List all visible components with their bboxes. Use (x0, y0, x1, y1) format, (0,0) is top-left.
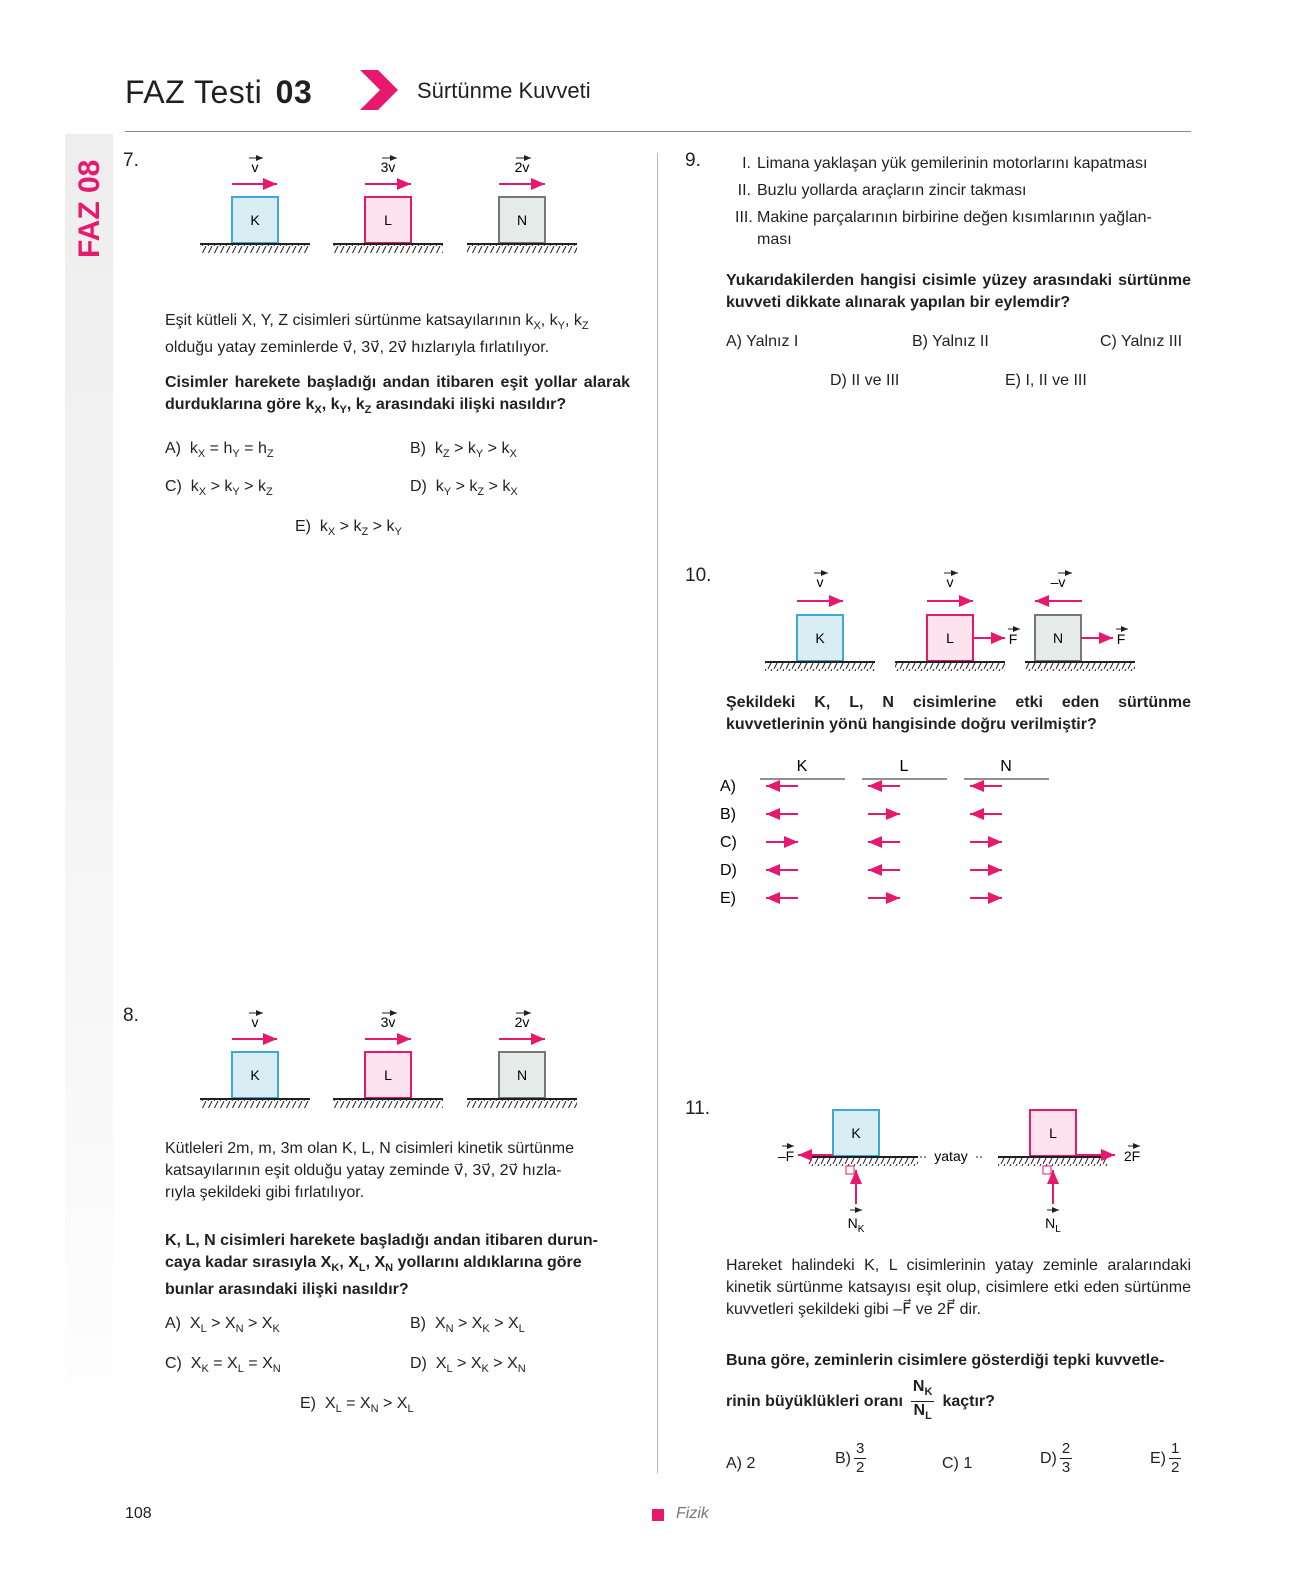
q10-v-label-k: v (816, 574, 824, 590)
q9-item-2: II. Buzlu yollarda araçların zincir takması (737, 182, 1027, 199)
q10-hatch-n (1025, 663, 1135, 671)
side-tab-label (68, 150, 112, 260)
q11-option-a[interactable]: A) 2 (726, 1455, 756, 1472)
q9-option-a[interactable]: A) Yalnız I (726, 333, 799, 350)
q8-option-a[interactable]: A) $X_L > X_N > X_K$ (165, 1315, 280, 1336)
q10-header-n: N (1000, 758, 1012, 775)
q11-option-c[interactable]: C) 1 (942, 1455, 973, 1472)
chevron-right-icon (358, 68, 400, 112)
title-number: 03 (275, 74, 313, 110)
q10-v-label-l: v (946, 574, 954, 590)
q7-hatch-l (333, 245, 443, 253)
q10-row-label[interactable]: C) (720, 834, 737, 851)
column-divider (657, 153, 658, 1473)
q9-item-1: I. Limana yaklaşan yük gemilerinin motorlarını kapatması (742, 155, 1148, 172)
q8-hatch-n (467, 1100, 577, 1108)
q11-statement: Hareket halindeki K, L cisimlerinin yatay zeminle aralarındaki kinetik sürtünme katsayısı eşit olup, cisimlere etki eden sürtünme kuvvetleri şekildeki gibi –F⃗ ve 2F⃗ dir. (726, 1257, 1192, 1318)
q7-box-n-label: N (516, 212, 528, 228)
q10-answer-table (720, 755, 1070, 930)
q9-option-c[interactable]: C) Yalnız III (1100, 333, 1183, 350)
q11-ratio-fraction: $N_K$ $N_L$ (912, 1378, 933, 1423)
q8-figure (195, 1005, 595, 1115)
q7-option-e[interactable]: E) $k_X > k_Z > k_Y$ (295, 518, 402, 539)
q10-figure (755, 565, 1155, 675)
q7-v-label-k: v (251, 159, 259, 175)
q8-box-l-label: L (384, 1067, 392, 1083)
q8-option-e[interactable]: E) $X_L = X_N > X_L$ (300, 1395, 414, 1416)
q9-option-b[interactable]: B) Yalnız II (912, 333, 989, 350)
side-strip (65, 134, 113, 1474)
q11-nl-label: $N_L$ (1045, 1215, 1061, 1235)
page-title (125, 74, 312, 111)
q11-question (726, 1350, 1191, 1425)
q10-force-label-n: F (1116, 631, 1126, 647)
question-10-number: 10. (685, 565, 712, 586)
q8-v-label-k: v (251, 1014, 259, 1030)
q10-header-k: K (796, 758, 808, 775)
q7-question: Cisimler harekete başladığı andan itibaren eşit yollar alarak durduklarına göre $k_X$, $k_Y$, $k_Z$ arasındaki ilişki nasıldır? (165, 374, 630, 417)
side-tab-text: FAZ 08 (73, 159, 106, 258)
q11-figure (760, 1100, 1160, 1240)
q8-statement: Kütleleri 2m, m, 3m olan K, L, N cisimleri kinetik sürtünme katsayılarının eşit olduğu yatay zeminde v⃗, 3v⃗, 2v⃗ hızla- rıyla şekildeki gibi fırlatılıyor. (165, 1140, 575, 1201)
q11-right-angle-k (846, 1166, 854, 1174)
q8-hatch-l (333, 1100, 443, 1108)
question-8-number: 8. (123, 1005, 139, 1026)
q7-hatch-n (467, 245, 577, 253)
q11-option-b[interactable]: B) 3 2 (835, 1440, 865, 1476)
q8-option-d[interactable]: D) $X_L > X_K > X_N$ (410, 1355, 526, 1376)
q9-question: Yukarıdakilerden hangisi cisimle yüzey arasındaki sürtünme kuvveti dikkate alınarak yapılan bir eylemdir? (726, 272, 1191, 311)
q10-box-k-label: K (815, 630, 825, 646)
q8-option-c[interactable]: C) $X_K = X_L = X_N$ (165, 1355, 281, 1376)
q11-hatch-l (998, 1158, 1108, 1166)
q10-rows (720, 778, 1002, 907)
q10-row-label[interactable]: A) (720, 778, 736, 795)
q7-option-b[interactable]: B) $k_Z > k_Y > k_X$ (410, 440, 517, 461)
q8-hatch-k (200, 1100, 310, 1108)
q10-question: Şekildeki K, L, N cisimlerine etki eden sürtünme kuvvetlerinin yönü hangisinde doğru verilmiştir? (726, 694, 1191, 733)
q10-row-label[interactable]: E) (720, 890, 736, 907)
q7-option-d[interactable]: D) $k_Y > k_Z > k_X$ (410, 478, 518, 499)
q9-option-d[interactable]: D) II ve III (830, 372, 900, 389)
q10-box-n-label: N (1052, 630, 1064, 646)
question-7-number: 7. (123, 150, 139, 171)
q8-box-n-label: N (516, 1067, 528, 1083)
q8-option-b[interactable]: B) $X_N > X_K > X_L$ (410, 1315, 525, 1336)
q11-option-d[interactable]: D) 2 3 (1040, 1440, 1071, 1476)
q8-v-label-n: 2v (514, 1014, 530, 1030)
q10-row-label[interactable]: B) (720, 806, 736, 823)
footer-subject: Fizik (676, 1505, 709, 1522)
q10-header-l: L (899, 758, 909, 775)
q10-force-label-l: F (1008, 631, 1018, 647)
q8-box-k-label: K (250, 1067, 260, 1083)
q10-v-label-n: –v (1050, 574, 1066, 590)
q11-box-l-label: L (1049, 1125, 1057, 1141)
page-number: 108 (125, 1505, 152, 1522)
q11-question-line2: rinin büyüklükleri oranı $N_K$ $N_L$ kaçtır? (726, 1378, 1191, 1425)
q11-hatch-k (808, 1158, 918, 1166)
q7-option-c[interactable]: C) $k_X > k_Y > k_Z$ (165, 478, 273, 499)
q7-figure (195, 150, 595, 260)
q10-hatch-l (895, 663, 1005, 671)
footer-square-icon (652, 1509, 664, 1521)
q7-hatch-k (200, 245, 310, 253)
question-11-number: 11. (685, 1098, 711, 1119)
section-subtitle: Sürtünme Kuvveti (417, 78, 591, 103)
q11-nk-label: $N_K$ (847, 1215, 865, 1235)
q7-box-k-label: K (250, 212, 260, 228)
q8-question: K, L, N cisimleri harekete başladığı andan itibaren durun- caya kadar sırasıyla $X_K$, $X_L$, $X_N$ yollarını aldıklarına göre bunlar arasındaki ilişki nasıldır? (165, 1232, 598, 1299)
q10-hatch-k (765, 663, 875, 671)
q11-question-line1: Buna göre, zeminlerin cisimlere gösterdiği tepki kuvvetle- (726, 1352, 1165, 1369)
q8-v-label-l: 3v (380, 1014, 396, 1030)
header-divider (125, 131, 1191, 132)
q11-force-label-l: 2F (1123, 1148, 1141, 1164)
q9-option-e[interactable]: E) I, II ve III (1005, 372, 1087, 389)
q9-item-3: III. Makine parçalarının birbirine değen kısımlarının yağlan- (735, 209, 1152, 226)
q11-yatay-label: yatay (934, 1148, 968, 1164)
q7-box-l-label: L (384, 212, 392, 228)
q7-statement: Eşit kütleli X, Y, Z cisimleri sürtünme katsayılarının $k_X$, $k_Y$, $k_Z$ olduğu yatay zeminlerde v⃗, 3v⃗, 2v⃗ hızlarıyla fırlatılıyor. (165, 312, 589, 357)
q11-right-angle-l (1043, 1166, 1051, 1174)
q11-force-label-k: –F (777, 1148, 795, 1164)
title-prefix: FAZ Testi (125, 74, 263, 110)
q7-v-label-l: 3v (380, 159, 396, 175)
q10-row-label[interactable]: D) (720, 862, 737, 879)
q11-option-e[interactable]: E) 1 2 (1150, 1440, 1180, 1476)
q7-option-a[interactable]: A) $k_X = h_Y = h_Z$ (165, 440, 274, 461)
q7-v-label-n: 2v (514, 159, 530, 175)
q9-items (735, 153, 1190, 251)
q10-box-l-label: L (946, 630, 954, 646)
q9-item-3-cont: ması (757, 231, 792, 248)
q11-box-k-label: K (851, 1125, 861, 1141)
question-9-number: 9. (685, 150, 701, 171)
